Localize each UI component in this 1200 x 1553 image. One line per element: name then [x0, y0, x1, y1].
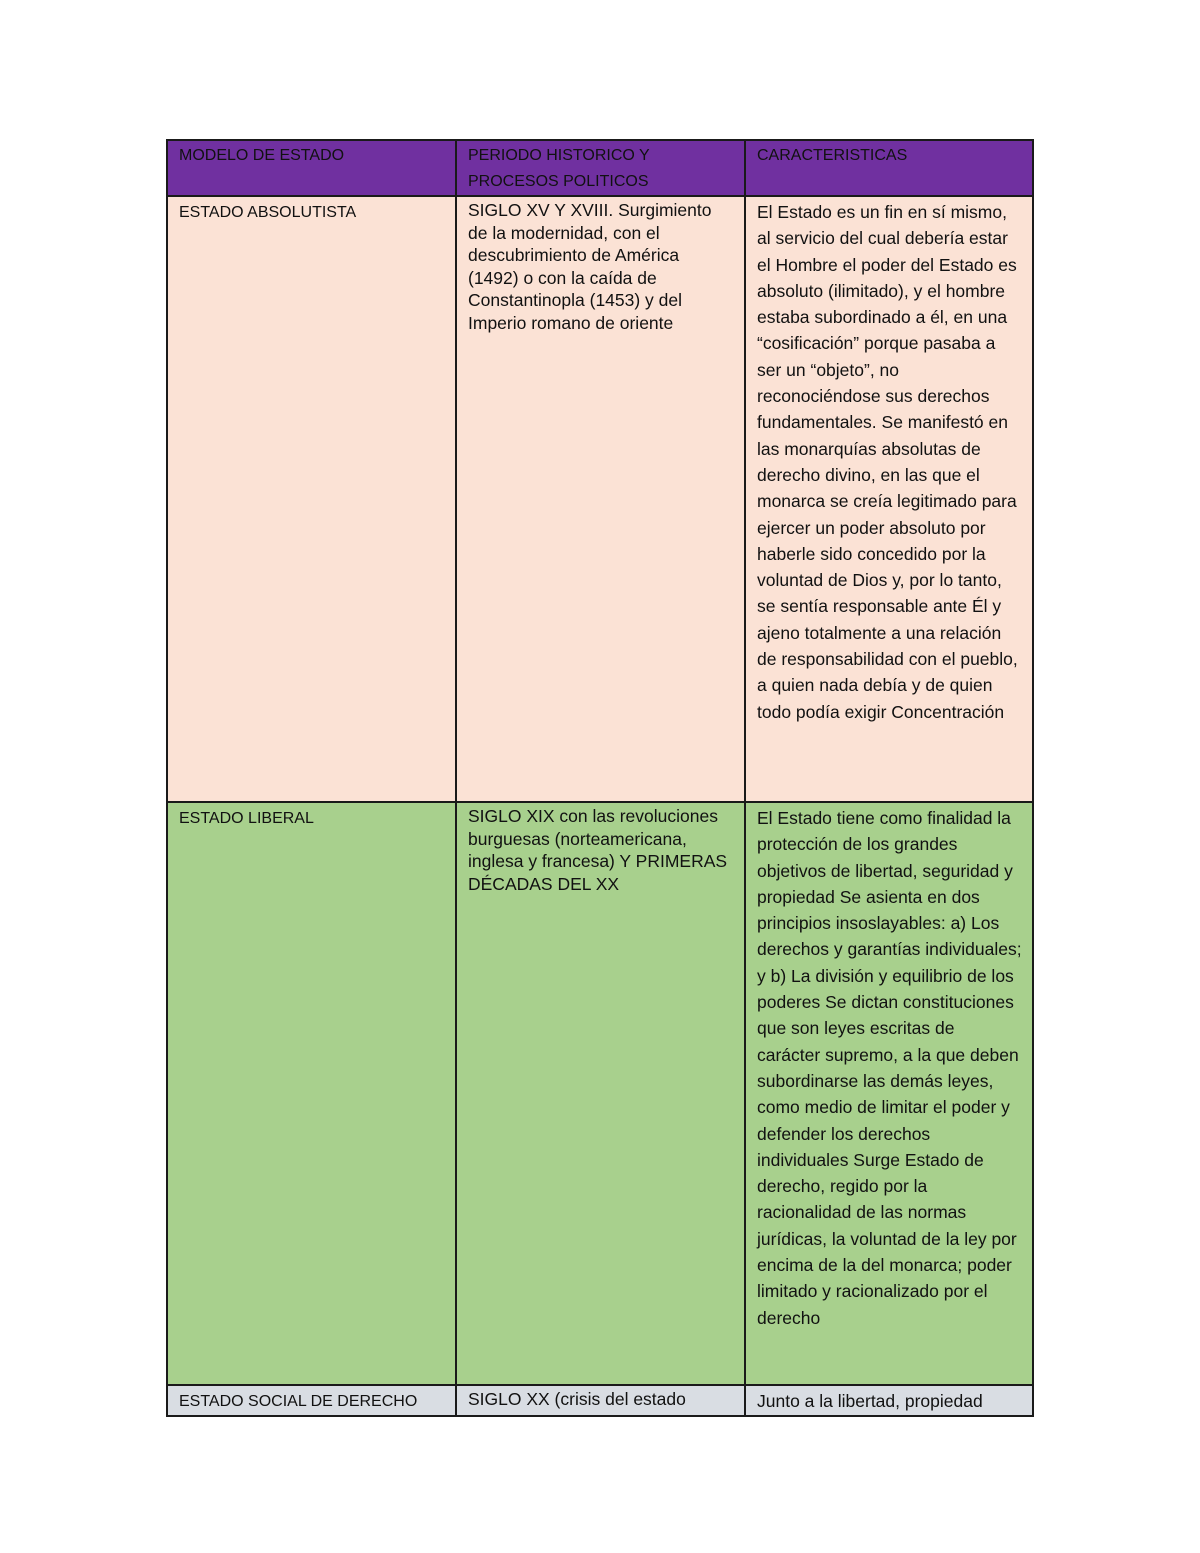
cell-periodo: SIGLO XIX con las revoluciones burguesas (norteamericana, inglesa y francesa) Y PRIMERAS DÉCADAS DEL XX: [456, 802, 745, 1385]
cell-caracteristicas: Junto a la libertad, propiedad: [745, 1385, 1033, 1416]
cell-modelo: ESTADO LIBERAL: [167, 802, 456, 1385]
header-modelo: MODELO DE ESTADO: [167, 140, 456, 196]
cell-periodo: SIGLO XV Y XVIII. Surgimiento de la modernidad, con el descubrimiento de América (1492) o con la caída de Constantinopla (1453) y del Imperio romano de oriente: [456, 196, 745, 802]
table-row: [167, 1385, 1033, 1416]
cell-periodo: SIGLO XX (crisis del estado: [456, 1385, 745, 1416]
table-row: [167, 196, 1033, 802]
header-caracteristicas: CARACTERISTICAS: [745, 140, 1033, 196]
cell-modelo: ESTADO ABSOLUTISTA: [167, 196, 456, 802]
table-header-row: [167, 140, 1033, 196]
cell-caracteristicas: El Estado es un fin en sí mismo, al servicio del cual debería estar el Hombre el poder del Estado es absoluto (ilimitado), y el hombre estaba subordinado a él, en una “cosificación” porque pasaba a ser un “objeto”, no reconociéndose sus derechos fundamentales. Se manifestó en las monarquías absolutas de derecho divino, en las que el monarca se creía legitimado para ejercer un poder absoluto por haberle sido concedido por la voluntad de Dios y, por lo tanto, se sentía responsable ante Él y ajeno totalmente a una relación de responsabilidad con el pueblo, a quien nada debía y de quien todo podía exigir Concentración: [745, 196, 1033, 802]
header-periodo: PERIODO HISTORICO Y PROCESOS POLITICOS: [456, 140, 745, 196]
cell-modelo: ESTADO SOCIAL DE DERECHO: [167, 1385, 456, 1416]
estado-models-table: [166, 139, 1034, 1417]
table-row: [167, 802, 1033, 1385]
cell-caracteristicas: El Estado tiene como finalidad la protección de los grandes objetivos de libertad, seguridad y propiedad Se asienta en dos principios insoslayables: a) Los derechos y garantías individuales; y b) La división y equilibrio de los poderes Se dictan constituciones que son leyes escritas de carácter supremo, a la que deben subordinarse las demás leyes, como medio de limitar el poder y defender los derechos individuales Surge Estado de derecho, regido por la racionalidad de las normas jurídicas, la voluntad de la ley por encima de la del monarca; poder limitado y racionalizado por el derecho: [745, 802, 1033, 1385]
